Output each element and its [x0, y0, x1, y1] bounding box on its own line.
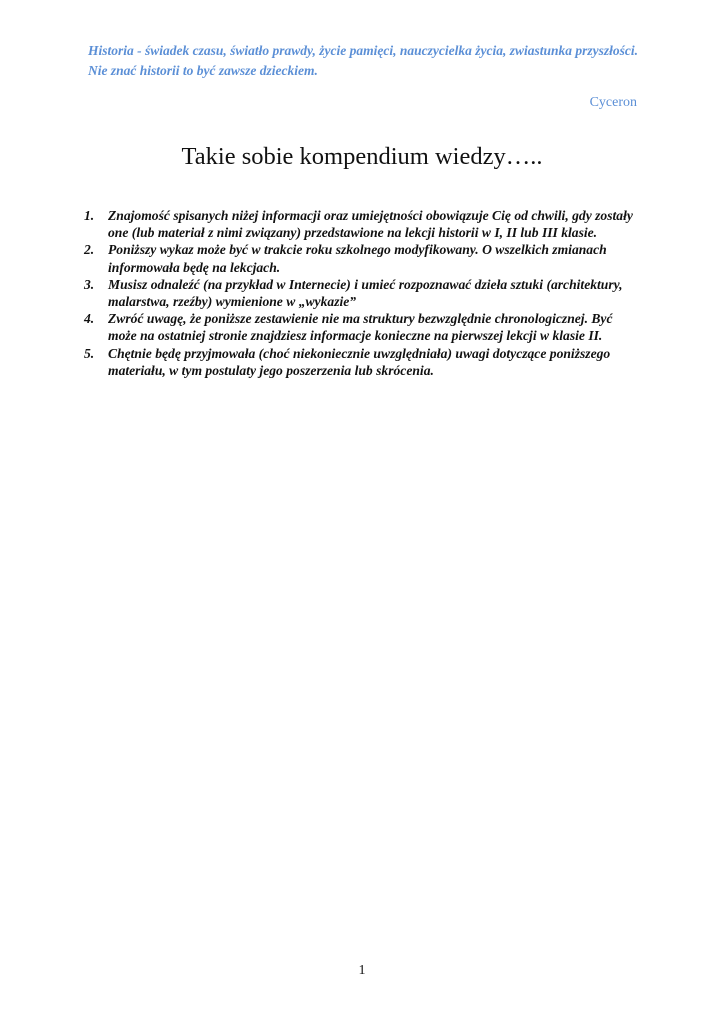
list-item-text: Chętnie będę przyjmowała (choć niekoniecznie uwzględniała) uwagi dotyczące poniższego materiału, w tym postulaty jego poszerzenia lub skrócenia.	[108, 345, 611, 378]
list-item-text: Zwróć uwagę, że poniższe zestawienie nie ma struktury bezwzględnie chronologicznej. Być może na ostatniej stronie znajdziesz informacje konieczne na pierwszej lekcji w klasie II.	[108, 311, 613, 344]
list-item-text: Znajomość spisanych niżej informacji oraz umiejętności obowiązuje Cię od chwili, gdy zostały one (lub materiał z nimi związany) przedstawione na lekcji historii w I, II lub III klasie.	[108, 208, 633, 241]
list-item-text: Poniższy wykaz może być w trakcie roku szkolnego modyfikowany. O wszelkich zmianach informowała będę na lekcjach.	[108, 242, 607, 275]
list-item-text: Musisz odnaleźć (na przykład w Internecie) i umieć rozpoznawać dzieła sztuki (architektury, malarstwa, rzeźby) wymienione w „wykazie”	[108, 276, 623, 310]
list-item-number: 4.	[84, 311, 95, 327]
list-item-number: 5.	[84, 345, 95, 361]
epigraph-quote: Historia - świadek czasu, światło prawdy, życie pamięci, nauczycielka życia, zwiastunka przyszłości. Nie znać historii to być zawsze dzieckiem.	[88, 43, 638, 78]
list-item-number: 2.	[84, 242, 95, 258]
list-item	[84, 207, 644, 241]
page-number: 1	[358, 963, 366, 978]
list-item-number: 1.	[84, 208, 95, 223]
list-item	[84, 241, 644, 275]
list-item	[84, 276, 644, 310]
list-item	[84, 310, 644, 344]
rules-list	[84, 207, 644, 379]
epigraph-author: Cyceron	[589, 95, 637, 110]
page-title: Takie sobie kompendium wiedzy…..	[181, 143, 543, 170]
list-item-number: 3.	[84, 276, 95, 292]
list-item	[84, 345, 644, 379]
